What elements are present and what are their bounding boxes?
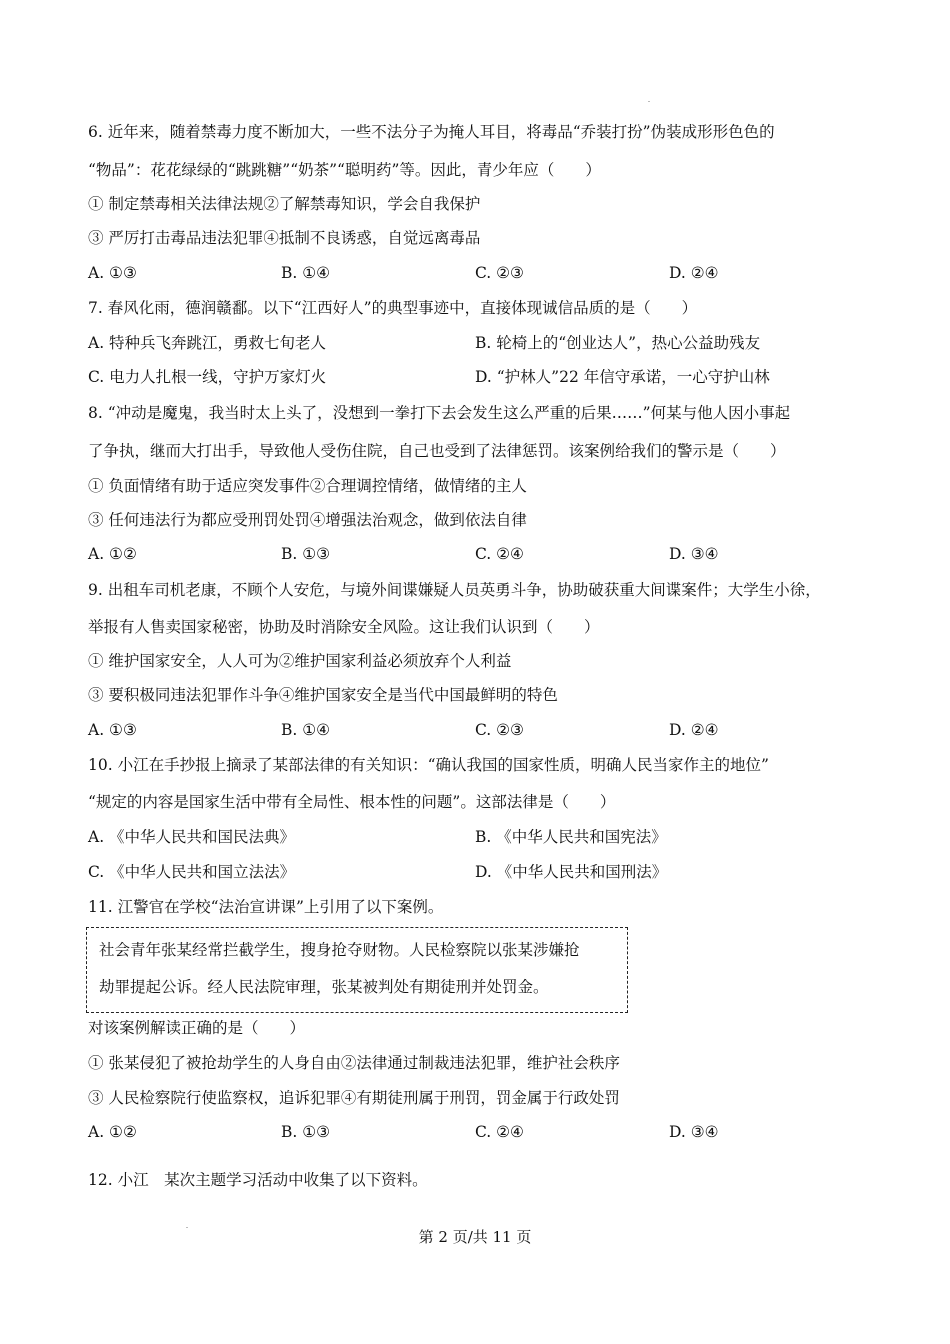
q10-stem-line1: 10. 小江在手抄报上摘录了某部法律的有关知识：“确认我国的国家性质，明确人民当家作主的地位”	[88, 756, 769, 774]
q11-option-c: C. ②④	[475, 1123, 524, 1141]
q9-option-d: D. ②④	[669, 721, 719, 739]
q6-option-d: D. ②④	[669, 264, 719, 282]
q9-statement-1: ① 维护国家安全，人人可为②维护国家利益必须放弃个人利益	[88, 652, 512, 670]
q8-statement-2: ③ 任何违法行为都应受刑罚处罚④增强法治观念，做到依法自律	[88, 511, 527, 529]
q10-option-b: B. 《中华人民共和国宪法》	[475, 828, 667, 846]
q11-stem-line1: 11. 江警官在学校“法治宣讲课”上引用了以下案例。	[88, 898, 444, 916]
q7-stem: 7. 春风化雨，德润赣鄱。以下“江西好人”的典型事迹中，直接体现诚信品质的是（ ）	[88, 299, 698, 317]
page-number-footer: 第 2 页/共 11 页	[418, 1228, 532, 1246]
q6-statement-1: ① 制定禁毒相关法律法规②了解禁毒知识，学会自我保护	[88, 195, 481, 213]
q8-stem-line1: 8. “冲动是魔鬼，我当时太上头了，没想到一拳打下去会发生这么严重的后果……”何某与他人因小事起	[88, 404, 791, 422]
q7-option-a: A. 特种兵飞奔跳江，勇救七旬老人	[88, 334, 327, 352]
q8-option-d: D. ③④	[669, 545, 719, 563]
q8-option-a: A. ①②	[88, 545, 137, 563]
q6-option-a: A. ①③	[88, 264, 137, 282]
q11-option-b: B. ①③	[281, 1123, 331, 1141]
q11-case-box	[86, 927, 628, 1013]
q11-case-line1: 社会青年张某经常拦截学生，搜身抢夺财物。人民检察院以张某涉嫌抢	[99, 941, 580, 959]
q10-option-c: C. 《中华人民共和国立法法》	[88, 863, 296, 881]
q6-statement-2: ③ 严厉打击毒品违法犯罪④抵制不良诱惑，自觉远离毒品	[88, 229, 481, 247]
q8-statement-1: ① 负面情绪有助于适应突发事件②合理调控情绪，做情绪的主人	[88, 477, 527, 495]
q6-stem-line2: “物品”：花花绿绿的“跳跳糖”“奶茶”“聪明药”等。因此，青少年应（ ）	[88, 161, 601, 179]
q11-option-d: D. ③④	[669, 1123, 719, 1141]
q9-statement-2: ③ 要积极同违法犯罪作斗争④维护国家安全是当代中国最鲜明的特色	[88, 686, 558, 704]
q6-stem-line1: 6. 近年来，随着禁毒力度不断加大，一些不法分子为掩人耳目，将毒品“乔装打扮”伪装成形形色色的	[88, 123, 775, 141]
q6-option-c: C. ②③	[475, 264, 524, 282]
q8-stem-line2: 了争执，继而大打出手，导致他人受伤住院，自己也受到了法律惩罚。该案例给我们的警示是（ ）	[88, 442, 786, 460]
q11-stem-line2: 对该案例解读正确的是（ ）	[88, 1019, 306, 1037]
q11-statement-1: ① 张某侵犯了被抢劫学生的人身自由②法律通过制裁违法犯罪，维护社会秩序	[88, 1054, 620, 1072]
q9-option-a: A. ①③	[88, 721, 137, 739]
q11-case-line2: 劫罪提起公诉。经人民法院审理，张某被判处有期徒刑并处罚金。	[99, 978, 549, 996]
q10-stem-line2: “规定的内容是国家生活中带有全局性、根本性的问题”。这部法律是（ ）	[88, 793, 616, 811]
q6-option-b: B. ①④	[281, 264, 331, 282]
q7-option-c: C. 电力人扎根一线，守护万家灯火	[88, 368, 327, 386]
q9-stem-line1: 9. 出租车司机老康，不顾个人安危，与境外间谍嫌疑人员英勇斗争，协助破获重大间谍案件；大学生小徐，	[88, 581, 821, 599]
q7-option-d: D. “护林人”22 年信守承诺，一心守护山林	[475, 368, 770, 386]
q8-option-c: C. ②④	[475, 545, 524, 563]
q11-statement-2: ③ 人民检察院行使监察权，追诉犯罪④有期徒刑属于刑罚，罚金属于行政处罚	[88, 1089, 620, 1107]
q10-option-a: A. 《中华人民共和国民法典》	[88, 828, 296, 846]
q9-option-c: C. ②③	[475, 721, 524, 739]
q10-option-d: D. 《中华人民共和国刑法》	[475, 863, 668, 881]
q9-stem-line2: 举报有人售卖国家秘密，协助及时消除安全风险。这让我们认识到（ ）	[88, 618, 600, 636]
q12-stem: 12. 小江 某次主题学习活动中收集了以下资料。	[88, 1171, 428, 1189]
q9-option-b: B. ①④	[281, 721, 331, 739]
q7-option-b: B. 轮椅上的“创业达人”，热心公益助残友	[475, 334, 761, 352]
q11-option-a: A. ①②	[88, 1123, 137, 1141]
q8-option-b: B. ①③	[281, 545, 331, 563]
scan-speck	[648, 101, 650, 102]
